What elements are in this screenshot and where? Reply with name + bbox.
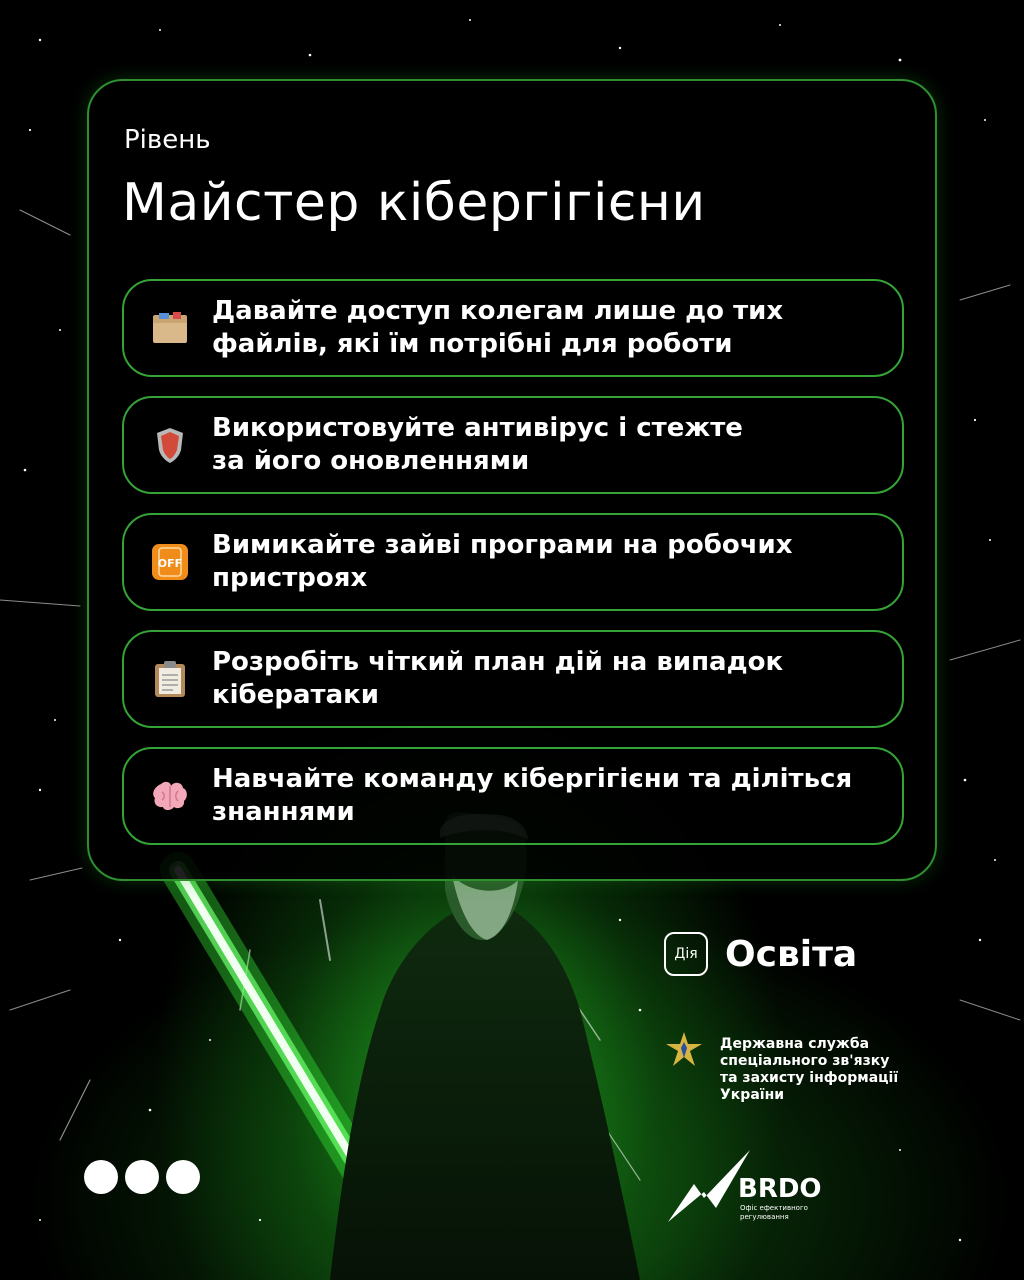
tip-line: Розробіть чіткий план дій на випадок [212, 647, 784, 677]
package-icon [150, 308, 190, 348]
diya-logo [664, 932, 708, 976]
clipboard-icon [150, 659, 190, 699]
tip-line: за його оновленнями [212, 446, 530, 476]
tip-line: файлів, які їм потрібні для роботи [212, 329, 733, 359]
dot [166, 1160, 200, 1194]
pagination-dots [84, 1160, 207, 1194]
dss-line: спеціального зв'язку [720, 1053, 890, 1069]
brdo-subtitle: Офіс ефективного регулювання [740, 1204, 808, 1221]
dss-line: Державна служба [720, 1036, 870, 1052]
level-label: Рівень [124, 125, 211, 155]
tip-item [122, 279, 904, 377]
tips-card [87, 79, 937, 881]
tip-line: Вимикайте зайві програми на робочих [212, 530, 793, 560]
diya-label: Дія [674, 946, 698, 962]
dss-logo-text [720, 1036, 920, 1104]
phone-off-label: OFF [157, 557, 183, 570]
dot [125, 1160, 159, 1194]
tip-item [122, 630, 904, 728]
shield-icon [150, 425, 190, 465]
dot [84, 1160, 118, 1194]
brain-icon [150, 776, 190, 816]
tip-line: Використовуйте антивірус і стежте [212, 413, 743, 443]
tip-line: пристроях [212, 563, 368, 593]
tip-line: кібератаки [212, 680, 379, 710]
tip-item [122, 513, 904, 611]
osvita-logo-text: Освіта [725, 934, 858, 975]
brdo-logo-text: BRDO [738, 1174, 822, 1204]
dss-line: України [720, 1087, 785, 1103]
tip-line: знаннями [212, 797, 355, 827]
tip-line: Давайте доступ колегам лише до тих [212, 296, 784, 326]
tip-line: Навчайте команду кібергігієни та діліться [212, 764, 853, 794]
tips-list [122, 279, 904, 864]
page-title: Майстер кібергігієни [122, 173, 706, 233]
phone-off-icon [150, 542, 190, 582]
tip-item [122, 396, 904, 494]
dss-emblem-icon [664, 1030, 704, 1070]
dss-line: та захисту інформації [720, 1070, 899, 1086]
tip-item [122, 747, 904, 845]
